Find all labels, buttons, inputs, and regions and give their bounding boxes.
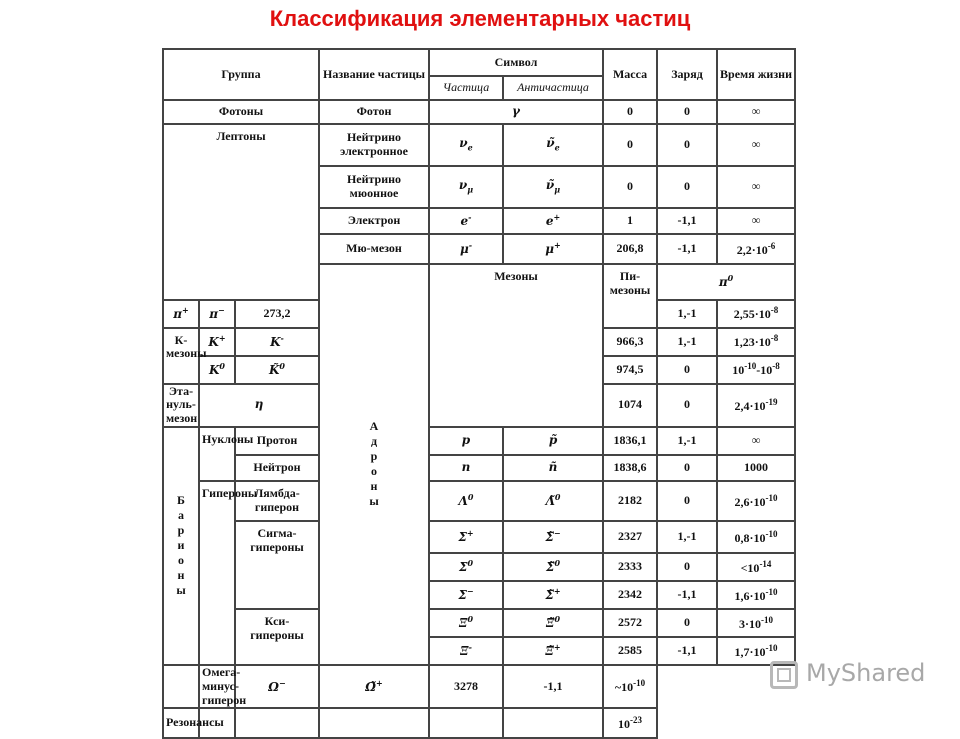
antiparticle-symbol: K-: [235, 328, 319, 356]
particle-symbol: γ: [429, 100, 603, 124]
antiparticle-symbol: Σ̃−: [503, 521, 603, 553]
lifetime-value: $10^{-10}-10^{-8}$: [717, 356, 795, 384]
particle-symbol: $\pi^0$: [657, 264, 795, 300]
lifetime-value: $1,6\cdot 10^{-10}$: [717, 581, 795, 609]
mass-value: 0: [603, 100, 657, 124]
lifetime-value: 1000: [717, 455, 795, 481]
header-row: [163, 49, 795, 76]
mass-value: 2327: [603, 521, 657, 553]
antiparticle-symbol: Ξ̃+: [503, 637, 603, 665]
lifetime-value: $2,55\cdot 10^{-8}$: [717, 300, 795, 328]
charge-value: 1,-1: [657, 427, 717, 455]
antiparticle-symbol: $\nũ_\mu$: [503, 166, 603, 208]
particle-symbol: n: [429, 455, 503, 481]
lifetime-value: $1,23\cdot 10^{-8}$: [717, 328, 795, 356]
lifetime-value: $\sim 10^{-10}$: [603, 665, 657, 708]
mass-value: 966,3: [603, 328, 657, 356]
particle-name: Нейтрон: [235, 455, 319, 481]
group-photons: Фотоны: [163, 100, 319, 124]
mass-value: 2333: [603, 553, 657, 581]
header-group: Группа: [163, 49, 319, 100]
charge-value: 1,-1: [657, 328, 717, 356]
particle-symbol: $K^0$: [199, 356, 235, 384]
charge-value: -1,1: [503, 665, 603, 708]
antiparticle-symbol: Ω̃+: [319, 665, 429, 708]
table-row: [163, 100, 795, 124]
particle-symbol: Ω−: [235, 665, 319, 708]
table-row: [163, 455, 795, 481]
particle-name: Сигма-гипероны: [235, 521, 319, 609]
mass-value: 273,2: [235, 300, 319, 328]
lifetime-value: $1,7\cdot 10^{-10}$: [717, 637, 795, 665]
antiparticle-symbol: e+: [503, 208, 603, 234]
antiparticle-symbol: ñ: [503, 455, 603, 481]
charge-value: 0: [657, 166, 717, 208]
particle-symbol: Ξ-: [429, 637, 503, 665]
table-row: [163, 481, 795, 521]
group-baryons: Барионы: [163, 427, 199, 665]
lifetime-value: $2,6\cdot 10^{-10}$: [717, 481, 795, 521]
mass-value: 206,8: [603, 234, 657, 264]
mass-value: 1: [603, 208, 657, 234]
antiparticle-symbol: p̃: [503, 427, 603, 455]
antiparticle-symbol: $\nũ_e$: [503, 124, 603, 166]
group-nucleons: Нуклоны: [199, 427, 235, 481]
particle-symbol: $\nu_e$: [429, 124, 503, 166]
mass-value: 2585: [603, 637, 657, 665]
group-leptons: Лептоны: [163, 124, 319, 300]
antiparticle-symbol: Ξ̃$^0$: [503, 609, 603, 637]
particle-symbol: η: [199, 384, 319, 427]
particle-name: Фотон: [319, 100, 429, 124]
charge-value: -1,1: [657, 234, 717, 264]
watermark-logo-icon: [770, 661, 798, 689]
mass-value: 2342: [603, 581, 657, 609]
lifetime-value: ∞: [717, 427, 795, 455]
header-lifetime: Время жизни: [717, 49, 795, 100]
charge-value: 0: [657, 100, 717, 124]
group-resonances: Резонансы: [163, 708, 199, 738]
particle-symbol: μ-: [429, 234, 503, 264]
header-antiparticle: Античастица: [503, 76, 603, 100]
mass-value: 0: [603, 166, 657, 208]
particle-symbol: e-: [429, 208, 503, 234]
lifetime-value: $<10^{-14}$: [717, 553, 795, 581]
particle-name: Омега-минус-гиперон: [199, 665, 235, 708]
table-row: [163, 521, 795, 553]
particle-symbol: $\Xi^0$: [429, 609, 503, 637]
mass-value: 0: [603, 124, 657, 166]
particle-symbol: $\nu_\mu$: [429, 166, 503, 208]
particle-symbol: π+: [163, 300, 199, 328]
empty-cell: [319, 708, 429, 738]
mass-value: 1838,6: [603, 455, 657, 481]
mass-value: 1074: [603, 384, 657, 427]
antiparticle-symbol: μ+: [503, 234, 603, 264]
particle-symbol: K+: [199, 328, 235, 356]
particle-name: Эта-нуль-мезон: [163, 384, 199, 427]
mass-value: 3278: [429, 665, 503, 708]
lifetime-value: ∞: [717, 124, 795, 166]
lifetime-value: $2,2\cdot 10^{-6}$: [717, 234, 795, 264]
charge-value: 0: [657, 384, 717, 427]
lifetime-value: $2,4\cdot 10^{-19}$: [717, 384, 795, 427]
lifetime-value: ∞: [717, 208, 795, 234]
lifetime-value: $0,8\cdot 10^{-10}$: [717, 521, 795, 553]
antiparticle-symbol: Σ̃+: [503, 581, 603, 609]
lifetime-value: ∞: [717, 100, 795, 124]
charge-value: 0: [657, 553, 717, 581]
empty-cell: [235, 708, 319, 738]
table-row: [163, 609, 795, 637]
lifetime-value: $3\cdot 10^{-10}$: [717, 609, 795, 637]
charge-value: -1,1: [657, 581, 717, 609]
page-title: Классификация элементарных частиц: [269, 6, 691, 31]
particle-name: Мю-мезон: [319, 234, 429, 264]
charge-value: 0: [657, 356, 717, 384]
header-particle: Частица: [429, 76, 503, 100]
lifetime-value: $10^{-23}$: [603, 708, 657, 738]
particle-name: Пи-мезоны: [603, 264, 657, 328]
particle-symbol: Σ+: [429, 521, 503, 553]
charge-value: 0: [657, 609, 717, 637]
table-row: [163, 708, 795, 738]
watermark: [770, 655, 930, 695]
particle-symbol: Σ−: [429, 581, 503, 609]
antiparticle-symbol: K̃$^0$: [235, 356, 319, 384]
particle-name: Протон: [235, 427, 319, 455]
antiparticle-symbol: Σ̃$^0$: [503, 553, 603, 581]
charge-value: 1,-1: [657, 521, 717, 553]
particle-name: К-мезоны: [163, 328, 199, 384]
empty-cell: [429, 708, 503, 738]
charge-value: 0: [657, 455, 717, 481]
group-mesons: Мезоны: [429, 264, 603, 427]
header-mass: Масса: [603, 49, 657, 100]
mass-value: 2182: [603, 481, 657, 521]
particle-symbol: $\Sigma^0$: [429, 553, 503, 581]
charge-value: 0: [657, 481, 717, 521]
table-row: [163, 124, 795, 166]
mass-value: 974,5: [603, 356, 657, 384]
antiparticle-symbol: π−: [199, 300, 235, 328]
particle-symbol: $\Lambda^0$: [429, 481, 503, 521]
group-blank: [163, 665, 199, 708]
particle-name: Кси-гипероны: [235, 609, 319, 665]
particle-name: Нейтрино мюонное: [319, 166, 429, 208]
header-symbol: Символ: [429, 49, 603, 76]
particle-classification-table: [162, 48, 796, 739]
header-charge: Заряд: [657, 49, 717, 100]
mass-value: 1836,1: [603, 427, 657, 455]
group-hadrons: Адроны: [319, 264, 429, 665]
mass-value: 2572: [603, 609, 657, 637]
charge-value: 0: [657, 124, 717, 166]
table-row: [163, 665, 795, 708]
empty-cell: [503, 708, 603, 738]
particle-symbol: p: [429, 427, 503, 455]
group-hyperons: Гипероны: [199, 481, 235, 665]
watermark-text: MyShared: [806, 659, 926, 687]
antiparticle-symbol: Λ̃$^0$: [503, 481, 603, 521]
table-row: [163, 427, 795, 455]
header-name: Название частицы: [319, 49, 429, 100]
charge-value: 1,-1: [657, 300, 717, 328]
particle-name: Лямбда-гиперон: [235, 481, 319, 521]
particle-name: Электрон: [319, 208, 429, 234]
charge-value: -1,1: [657, 637, 717, 665]
particle-name: Нейтрино электронное: [319, 124, 429, 166]
lifetime-value: ∞: [717, 166, 795, 208]
charge-value: -1,1: [657, 208, 717, 234]
